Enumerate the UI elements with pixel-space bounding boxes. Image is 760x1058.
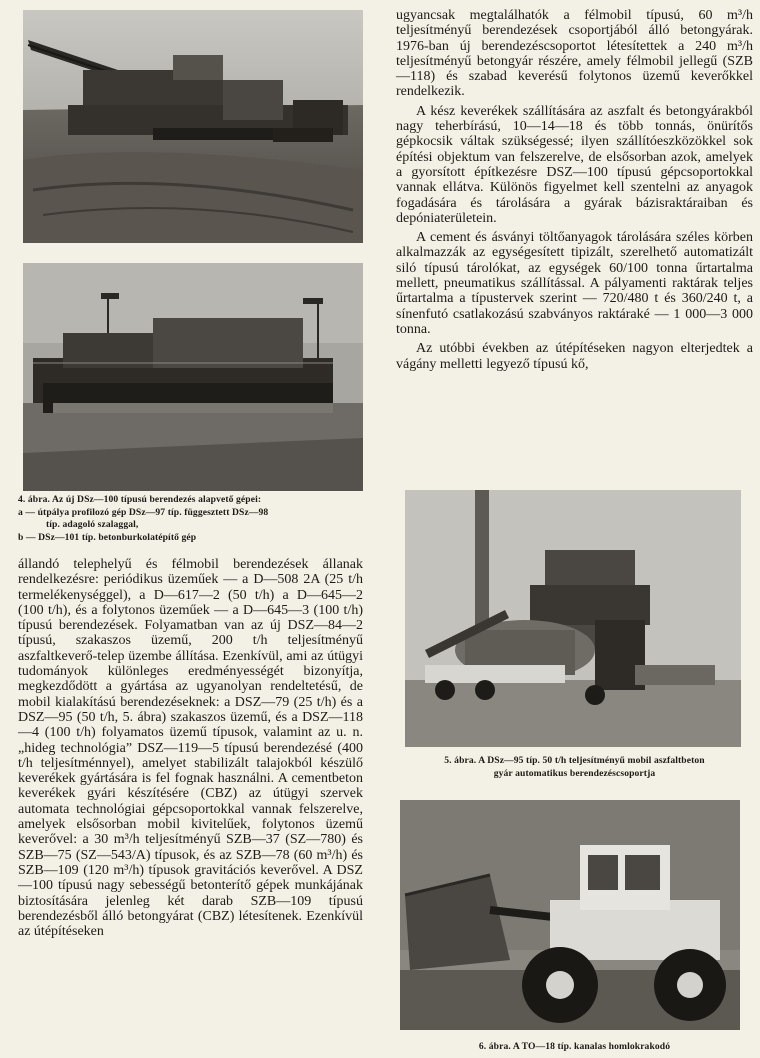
right-paragraph-3: A cement és ásványi töltőanyagok tárolására széles körben alkalmazzák az egységesített tipizált, szerelhető automatizált siló típusú tárolókat, az egységek 60/100 tonna űrtartalma mellett, pneumatikus szállítással. A pályamenti raktárak teljes űrtartalma a típustervek szerint — 720/480 t és 360/240 t, a sínenfutó csatlakozású szabványos raktáraké — 1 000—3 000 tonna. (396, 230, 753, 337)
figure-6-caption (396, 1041, 753, 1054)
figure-4-caption-line2: a — útpálya profilozó gép DSz—97 típ. függesztett DSz—98 (18, 506, 269, 518)
photo-asphalt-plant (405, 490, 741, 747)
left-paragraph-1: állandó telephelyű és félmobil berendezések állanak rendelkezésre: periódikus üzeműek — a D—508 2A (25 t/h termelékenységgel), a D—617—2 (50 t/h) a D—645—2 (100 t/h), és a folytonos üzeműek — a D—645—3 (100 t/h) típusú berendezések. Folyamatban van az új DSZ—84—2 típusú, szakaszos üzemű, 200 t/h teljesítményű aszfaltkeverő-telep üzembe állítása. Ezenkívül, ami az útügyi tudományok különleges eredményességét bizonyítja, megkezdődött a gyártása az ugyanolyan rendeltetésű, de mobil kialakítású berendezéseknek: a DSZ—79 (25 t/h) és a DSZ—95 (50 t/h, 5. ábra) szakaszos üzemű, és a DSZ—118—4 (100 t/h) folyamatos üzemű típusok, valamint az u. n. „hideg technológia” DSZ—119—5 típusú berendezésé (400 t/h teljesítménnyel), amelyet stabilizált talajokból készülő keverékek gyártására is fel fognak használni. A cementbeton keverékek gyári készítésére (CBZ) az útügyi szervek automata technológiai gépcsoportokkal vannak felszerelve, amelyek elsősorban mobil kivitelűek, folytonos üzemű keverővel: a 30 m³/h teljesítményű SZB—37 (SZ—780) és SZB—75 (SZ—543/A) típusok, és az SZB—78 (60 m³/h) és SZB—109 (120 m³/h) típusok gravitációs keverővel. A DSZ—100 típusú nagy sebességű betonterítő gépek munkájának biztosítására jelenleg két darab SZB—109 típusú berendezésből álló betongyárat (CBZ) létesítenek. Ezenkívül az útépítéseken (18, 557, 363, 940)
photo-front-loader (400, 800, 740, 1030)
left-text-column (18, 557, 363, 939)
photo-profiling-machine (23, 10, 363, 243)
figure-4-caption-line1: 4. ábra. Az új DSz—100 típusú berendezés alapvető gépei: (18, 494, 262, 505)
right-paragraph-2: A kész keverékek szállítására az aszfalt és betongyárakból nagy teherbírású, 10—14—18 és több tonnás, önürítős gépkocsik váltak szükségessé; ilyen szállítóeszközökkel sok építési objektum van felszerelve, de elsősorban azok, amelyek a gyorsított építkezésre DSZ—100 típusú gépcsoportokkal vannak ellátva. Különös figyelmet kell szentelni az anyagok fogadására és tárolására a gyárak bázisraktáraiban és depóniaterületein. (396, 103, 753, 226)
photo-paving-machine (23, 263, 363, 491)
figure-4-caption-line4: b — DSz—101 típ. betonburkolatépítő gép (18, 531, 197, 543)
figure-5-caption-line1: 5. ábra. A DSz—95 típ. 50 t/h teljesítményű mobil aszfaltbeton (444, 755, 705, 766)
figure-4-caption-line3: típ. adagoló szalaggal, (46, 519, 139, 530)
figure-5-caption (396, 755, 753, 780)
right-paragraph-1: ugyancsak megtalálhatók a félmobil típusú, 60 m³/h teljesítményű berendezések csoportjából álló betongyárak. 1976-ban új berendezéscsoportot létesítettek a 240 m³/h teljesítményű betongyár részére, amely félmobil jellegű (SZB—118) és szabad keverésű folytonos üzemű keverőkkel rendelkezik. (396, 8, 753, 100)
figure-4-caption (18, 494, 363, 544)
right-text-column (396, 8, 753, 372)
right-paragraph-4: Az utóbbi években az útépítéseken nagyon elterjedtek a vágány melletti legyező típusú kő, (396, 341, 753, 372)
figure-6-caption-line1: 6. ábra. A TO—18 típ. kanalas homlokrakodó (478, 1041, 671, 1052)
figure-5-caption-line2: gyár automatikus berendezéscsoportja (493, 767, 656, 779)
